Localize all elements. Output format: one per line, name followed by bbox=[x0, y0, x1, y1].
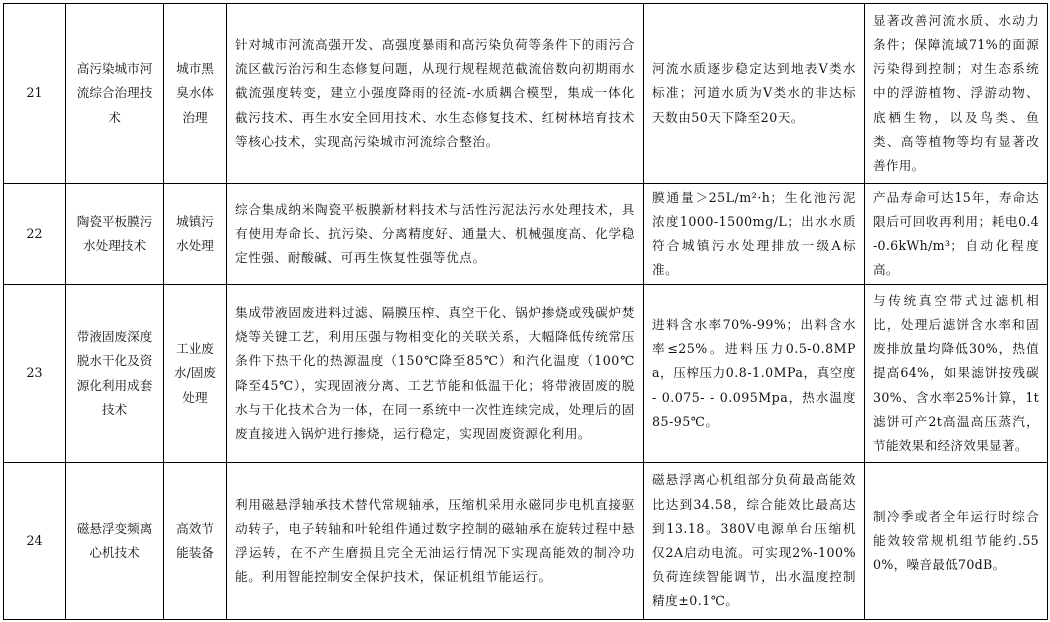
technical-index-cell bbox=[644, 463, 865, 620]
technical-index: 河流水质逐步稳定达到地表Ⅴ类水标准；河道水质为Ⅴ类水的非达标天数由50天下降至20天。 bbox=[652, 61, 856, 125]
technical-index: 进料含水率70%-99%；出料含水率≤25%。进料压力0.5-0.8MPa，压榨压力0.8-1.0MPa，真空度 - 0.075- - 0.095Mpa，热水温度85-95℃。 bbox=[652, 316, 856, 429]
row-number-cell bbox=[4, 184, 66, 285]
row-number: 21 bbox=[26, 85, 43, 101]
technology-content-cell bbox=[227, 4, 644, 184]
table-row bbox=[4, 184, 1048, 285]
technical-index: 磁悬浮离心机组部分负荷最高能效比达到34.58，综合能效比最高达到13.18。380V电源单台压缩机仅2A启动电流。可实现2%-100%负荷连续智能调节，出水温度控制精度±0.1℃。 bbox=[652, 472, 856, 609]
technology-name-cell bbox=[66, 184, 164, 285]
technology-content: 利用磁悬浮轴承技术替代常规轴承，压缩机采用永磁同步电机直接驱动转子，电子转轴和叶轮组件通过数字控制的磁轴承在旋转过程中悬浮运转，在不产生磨损且完全无油运行情况下实现高能效的制冷功能。利用智能控制安全保护技术，保证机组节能运行。 bbox=[235, 496, 635, 585]
technology-content: 集成带液固废进料过滤、隔膜压榨、真空干化、锅炉掺烧或残碳炉焚烧等关键工艺，利用压强与物相变化的关联关系，大幅降低传统常压条件下热干化的热源温度（150℃降至85℃）和汽化温度（100℃降至45℃），实现固液分离、工艺节能和低温干化；将带液固废的脱水与干化技术合为一体，在同一系统中一次性连续完成，处理后的固废直接进入锅炉进行掺烧，运行稳定，实现固废资源化利用。 bbox=[235, 304, 635, 441]
technical-index: 膜通量＞25L/m²·h；生化池污泥浓度1000-1500mg/L；出水水质符合城镇污水处理排放一级A标准。 bbox=[652, 189, 856, 278]
technology-content: 针对城市河流高强开发、高强度暴雨和高污染负荷等条件下的雨污合流区截污治污和生态修复问题，从现行规程规范截流倍数向初期雨水截流强度转变，建立小强度降雨的径流-水质耦合模型，集成一体化截污技术、再生水安全回用技术、水生态修复技术、红树林培育技术等核心技术，实现高污染城市河流综合整治。 bbox=[235, 36, 635, 149]
application-field-cell bbox=[164, 184, 227, 285]
technology-table bbox=[3, 3, 1048, 620]
technology-content-cell bbox=[227, 184, 644, 285]
technical-index-cell bbox=[644, 4, 865, 184]
technology-name: 磁悬浮变频离心机技术 bbox=[76, 520, 153, 560]
effect-cell bbox=[865, 463, 1048, 620]
application-field: 城镇污水处理 bbox=[176, 213, 214, 253]
technology-name-cell bbox=[66, 463, 164, 620]
technology-name-cell bbox=[66, 285, 164, 463]
technology-content-cell bbox=[227, 285, 644, 463]
application-field-cell bbox=[164, 285, 227, 463]
application-field: 高效节能装备 bbox=[176, 520, 214, 560]
row-number-cell bbox=[4, 285, 66, 463]
technology-content: 综合集成纳米陶瓷平板膜新材料技术与活性污泥法污水处理技术，具有使用寿命长、抗污染、分离精度好、通量大、机械强度高、化学稳定性强、耐酸碱、可再生恢复性强等优点。 bbox=[235, 201, 635, 266]
table-row bbox=[4, 463, 1048, 620]
technology-content-cell bbox=[227, 463, 644, 620]
technical-index-cell bbox=[644, 184, 865, 285]
application-field-cell bbox=[164, 4, 227, 184]
technology-name: 高污染城市河流综合治理技术 bbox=[76, 61, 153, 125]
table-row bbox=[4, 4, 1048, 184]
technology-name: 带液固废深度脱水干化及资源化利用成套技术 bbox=[76, 329, 153, 417]
row-number: 23 bbox=[26, 365, 43, 381]
effect-cell bbox=[865, 4, 1048, 184]
effect-text: 产品寿命可达15年，寿命达限后可回收再利用；耗电0.4-0.6kWh/m³；自动化程度高。 bbox=[873, 189, 1039, 278]
effect-text: 显著改善河流水质、水动力条件；保障流域71%的面源污染得到控制；对生态系统中的浮游植物、浮游动物、底栖生物，以及鸟类、鱼类、高等植物等均有显著改善作用。 bbox=[873, 12, 1039, 173]
row-number-cell bbox=[4, 4, 66, 184]
technology-name-cell bbox=[66, 4, 164, 184]
technical-index-cell bbox=[644, 285, 865, 463]
table-row bbox=[4, 285, 1048, 463]
application-field-cell bbox=[164, 463, 227, 620]
technology-name: 陶瓷平板膜污水处理技术 bbox=[76, 213, 153, 253]
row-number: 22 bbox=[26, 225, 43, 241]
row-number: 24 bbox=[26, 532, 43, 548]
effect-text: 制冷季或者全年运行时综合能效较常规机组节能约.550%，噪音最低70dB。 bbox=[873, 508, 1039, 573]
effect-cell bbox=[865, 285, 1048, 463]
application-field: 工业废水/固废处理 bbox=[173, 341, 217, 405]
application-field: 城市黑臭水体治理 bbox=[176, 61, 214, 125]
effect-cell bbox=[865, 184, 1048, 285]
effect-text: 与传统真空带式过滤机相比，处理后滤饼含水率和固废排放量均降低30%，热值提高64%，如果滤饼按残碳30%、含水率25%计算，1t滤饼可产2t高温高压蒸汽，节能效果和经济效果显著。 bbox=[873, 292, 1039, 453]
row-number-cell bbox=[4, 463, 66, 620]
